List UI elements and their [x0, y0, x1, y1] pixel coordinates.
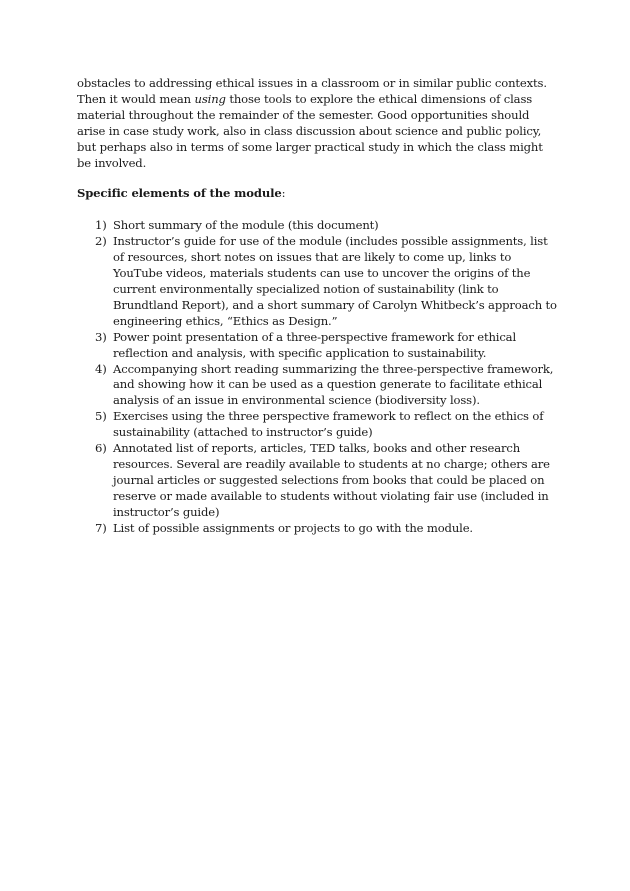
- list-item-number: 6): [95, 441, 107, 456]
- intro-paragraph: [77, 76, 559, 171]
- document-body: [77, 76, 559, 536]
- list-item: [77, 234, 559, 329]
- section-heading: [77, 186, 559, 202]
- list-item-number: 1): [95, 218, 107, 233]
- list-item: [77, 409, 559, 441]
- intro-emphasis: using: [194, 91, 226, 106]
- list-item-text: Power point presentation of a three-perspective framework for ethical reflection and analysis, with specific application to sustainability.: [113, 329, 517, 360]
- section-heading-text: Specific elements of the module: [77, 186, 282, 201]
- section-heading-colon: :: [281, 186, 286, 201]
- list-item-text: List of possible assignments or projects to go with the module.: [113, 520, 473, 535]
- list-item-text: Accompanying short reading summarizing the three-perspective framework, and showing how it can be used as a question generate to facilitate ethical analysis of an issue in environmental science (biodiversity loss).: [113, 361, 554, 408]
- list-item-number: 5): [95, 409, 107, 424]
- list-item: [77, 362, 559, 410]
- intro-text-start: obstacles to addressing ethical issues in a classroom or in similar public contexts. Then it would mean: [77, 76, 547, 106]
- list-item-text: Instructor’s guide for use of the module (includes possible assignments, list of resources, short notes on issues that are likely to come up, links to YouTube videos, materials students can use to uncover the origins of the current environmentally specialized notion of sustainability (link to Brundtland Report), and a short summary of Carolyn Whitbeck’s approach to engineering ethics, “Ethics as Design.”: [113, 234, 557, 328]
- list-item-number: 2): [95, 234, 107, 249]
- list-item: [77, 441, 559, 521]
- list-item-text: Annotated list of reports, articles, TED talks, books and other research resources. Several are readily available to students at no charge; others are journal articles or suggested selections from books that could be placed on reserve or made available to students without violating fair use (included in instructor’s guide): [113, 441, 550, 519]
- module-elements-list: [77, 218, 559, 536]
- list-item-number: 4): [95, 361, 107, 376]
- list-item-number: 7): [95, 520, 107, 535]
- list-item: [77, 218, 559, 234]
- list-item: [77, 521, 559, 537]
- intro-text-end: those tools to explore the ethical dimensions of class material throughout the remainder of the semester. Good opportunities should arise in case study work, also in class discussion about science and public policy, but perhaps also in terms of some larger practical study in which the class might be involved.: [77, 91, 543, 170]
- list-item-number: 3): [95, 329, 107, 344]
- list-item-text: Short summary of the module (this document): [113, 218, 379, 233]
- list-item: [77, 330, 559, 362]
- list-item-text: Exercises using the three perspective framework to reflect on the ethics of sustainability (attached to instructor’s guide): [113, 409, 544, 440]
